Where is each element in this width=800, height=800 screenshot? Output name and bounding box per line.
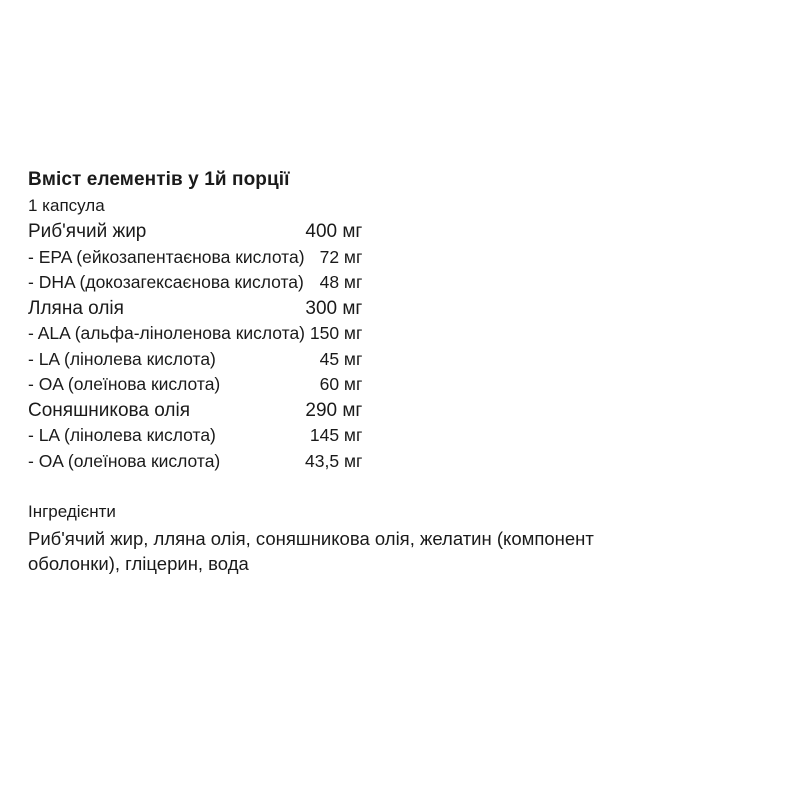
nutrient-row [28, 423, 362, 449]
nutrient-name: - EPA (ейкозапентаєнова кислота) [28, 246, 305, 267]
nutrient-name: Лляна олія [28, 297, 124, 319]
nutrient-name: - LA (лінолева кислота) [28, 348, 216, 369]
nutrient-value: 145 мг [309, 425, 363, 445]
nutrient-value: 45 мг [319, 348, 363, 369]
nutrient-value: 48 мг [319, 272, 363, 292]
nutrient-name: - ALA (альфа-ліноленова кислота) [28, 323, 306, 343]
ingredients-heading: Інгредієнти [28, 502, 116, 521]
nutrient-row [28, 449, 362, 475]
nutrient-row [28, 398, 362, 424]
nutrient-row [28, 219, 362, 245]
nutrient-value: 72 мг [319, 246, 363, 267]
ingredients-text: Риб'ячий жир, лляна олія, соняшникова олія, желатин (компонент оболонки), гліцерин, вода [28, 528, 594, 574]
nutrient-name: - DHA (докозагексаєнова кислота) [28, 272, 304, 292]
serving-size: 1 капсула [28, 196, 105, 215]
nutrient-name: Соняшникова олія [28, 399, 190, 421]
nutrient-value: 150 мг [309, 323, 363, 343]
nutrient-row [28, 245, 362, 271]
nutrient-row [28, 372, 362, 398]
nutrient-row [28, 321, 362, 347]
panel-title: Вміст елементів у 1й порції [28, 169, 290, 190]
nutrient-name: - OA (олеїнова кислота) [28, 374, 221, 394]
supplement-facts-panel [28, 168, 772, 576]
nutrient-value: 400 мг [305, 221, 363, 242]
nutrient-name: Риб'ячий жир [28, 221, 147, 242]
ingredients-block [28, 500, 772, 576]
nutrient-row [28, 347, 362, 373]
nutrient-value: 60 мг [319, 374, 363, 394]
nutrient-value: 43,5 мг [305, 450, 363, 471]
nutrient-name: - LA (лінолева кислота) [28, 425, 216, 445]
nutrient-value: 300 мг [305, 297, 363, 319]
nutrients-table [28, 219, 362, 474]
nutrient-row [28, 270, 362, 296]
nutrient-value: 290 мг [305, 399, 363, 421]
nutrient-name: - OA (олеїнова кислота) [28, 450, 221, 471]
nutrients-table-body [28, 219, 362, 474]
nutrient-row [28, 296, 362, 322]
